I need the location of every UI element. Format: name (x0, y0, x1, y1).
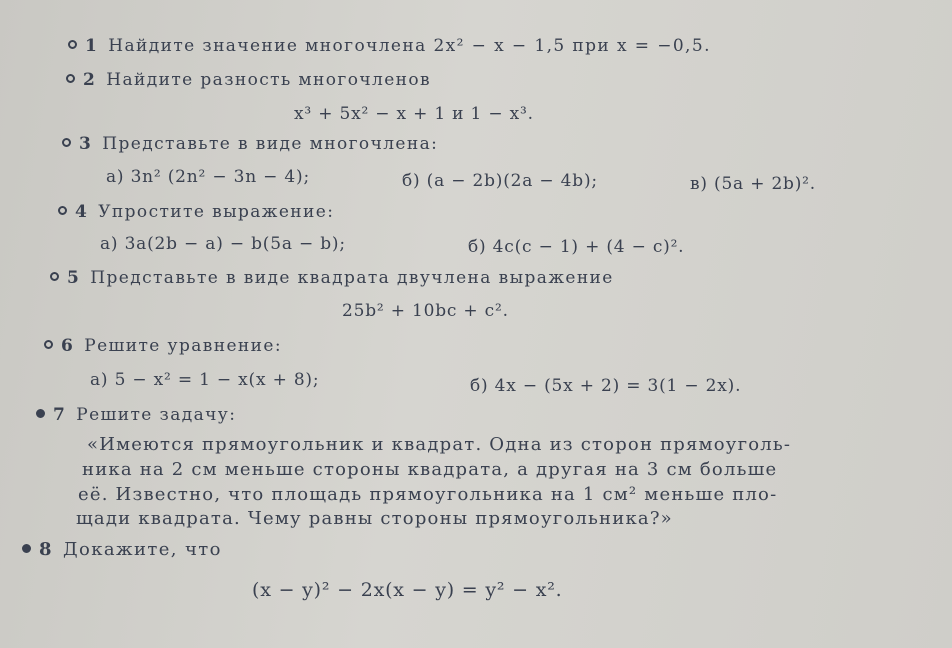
task-5-text: Представьте в виде квадрата двучлена выражение (90, 268, 614, 288)
hollow-bullet-icon (66, 74, 75, 83)
task-1-number: 1 (85, 36, 99, 56)
task-6-part-b: б) 4x − (5x + 2) = 3(1 − 2x). (470, 376, 742, 396)
task-3-text: Представьте в виде многочлена: (102, 134, 439, 154)
task-8 (22, 539, 222, 560)
task-2-expression: x³ + 5x² − x + 1 и 1 − x³. (294, 104, 534, 124)
task-6-part-a: а) 5 − x² = 1 − x(x + 8); (90, 370, 320, 390)
hollow-bullet-icon (44, 340, 53, 349)
task-2-number: 2 (83, 70, 97, 90)
task-4 (58, 202, 334, 222)
task-3-part-b: б) (a − 2b)(2a − 4b); (402, 171, 598, 191)
hollow-bullet-icon (68, 40, 77, 49)
task-8-expression: (x − y)² − 2x(x − y) = y² − x². (252, 579, 563, 601)
task-7-text: Решите задачу: (76, 405, 237, 425)
task-1 (68, 36, 711, 56)
task-7 (36, 405, 236, 425)
task-2 (66, 70, 431, 90)
task-3-number: 3 (79, 134, 93, 154)
task-3 (62, 134, 438, 154)
task-7-problem-line-3: её. Известно, что площадь прямоугольника на 1 см² меньше пло- (78, 484, 778, 505)
task-7-problem-line-1: «Имеются прямоугольник и квадрат. Одна из сторон прямоуголь- (87, 434, 792, 455)
task-6 (44, 336, 282, 356)
filled-bullet-icon (36, 409, 45, 418)
task-8-text: Докажите, что (62, 539, 222, 560)
task-5-number: 5 (67, 268, 81, 288)
task-1-text: Найдите значение многочлена 2x² − x − 1,5 при x = −0,5. (108, 36, 711, 56)
task-6-text: Решите уравнение: (84, 336, 282, 356)
task-4-part-a: а) 3a(2b − a) − b(5a − b); (100, 234, 346, 254)
task-3-part-c: в) (5a + 2b)². (690, 174, 816, 194)
task-4-number: 4 (75, 202, 89, 222)
task-7-number: 7 (53, 405, 67, 425)
task-8-number: 8 (39, 539, 53, 560)
task-4-part-b: б) 4c(c − 1) + (4 − c)². (468, 237, 685, 257)
task-6-number: 6 (61, 336, 75, 356)
task-3-part-a: а) 3n² (2n² − 3n − 4); (106, 167, 311, 187)
hollow-bullet-icon (62, 138, 71, 147)
task-7-problem-line-2: ника на 2 см меньше стороны квадрата, а другая на 3 см больше (82, 459, 778, 480)
task-5-expression: 25b² + 10bc + c². (342, 301, 509, 321)
task-4-text: Упростите выражение: (98, 202, 335, 222)
hollow-bullet-icon (50, 272, 59, 281)
hollow-bullet-icon (58, 206, 67, 215)
filled-bullet-icon (22, 544, 31, 553)
task-5 (50, 268, 614, 288)
task-7-problem-line-4: щади квадрата. Чему равны стороны прямоугольника?» (76, 508, 673, 529)
task-2-text: Найдите разность многочленов (106, 70, 431, 90)
